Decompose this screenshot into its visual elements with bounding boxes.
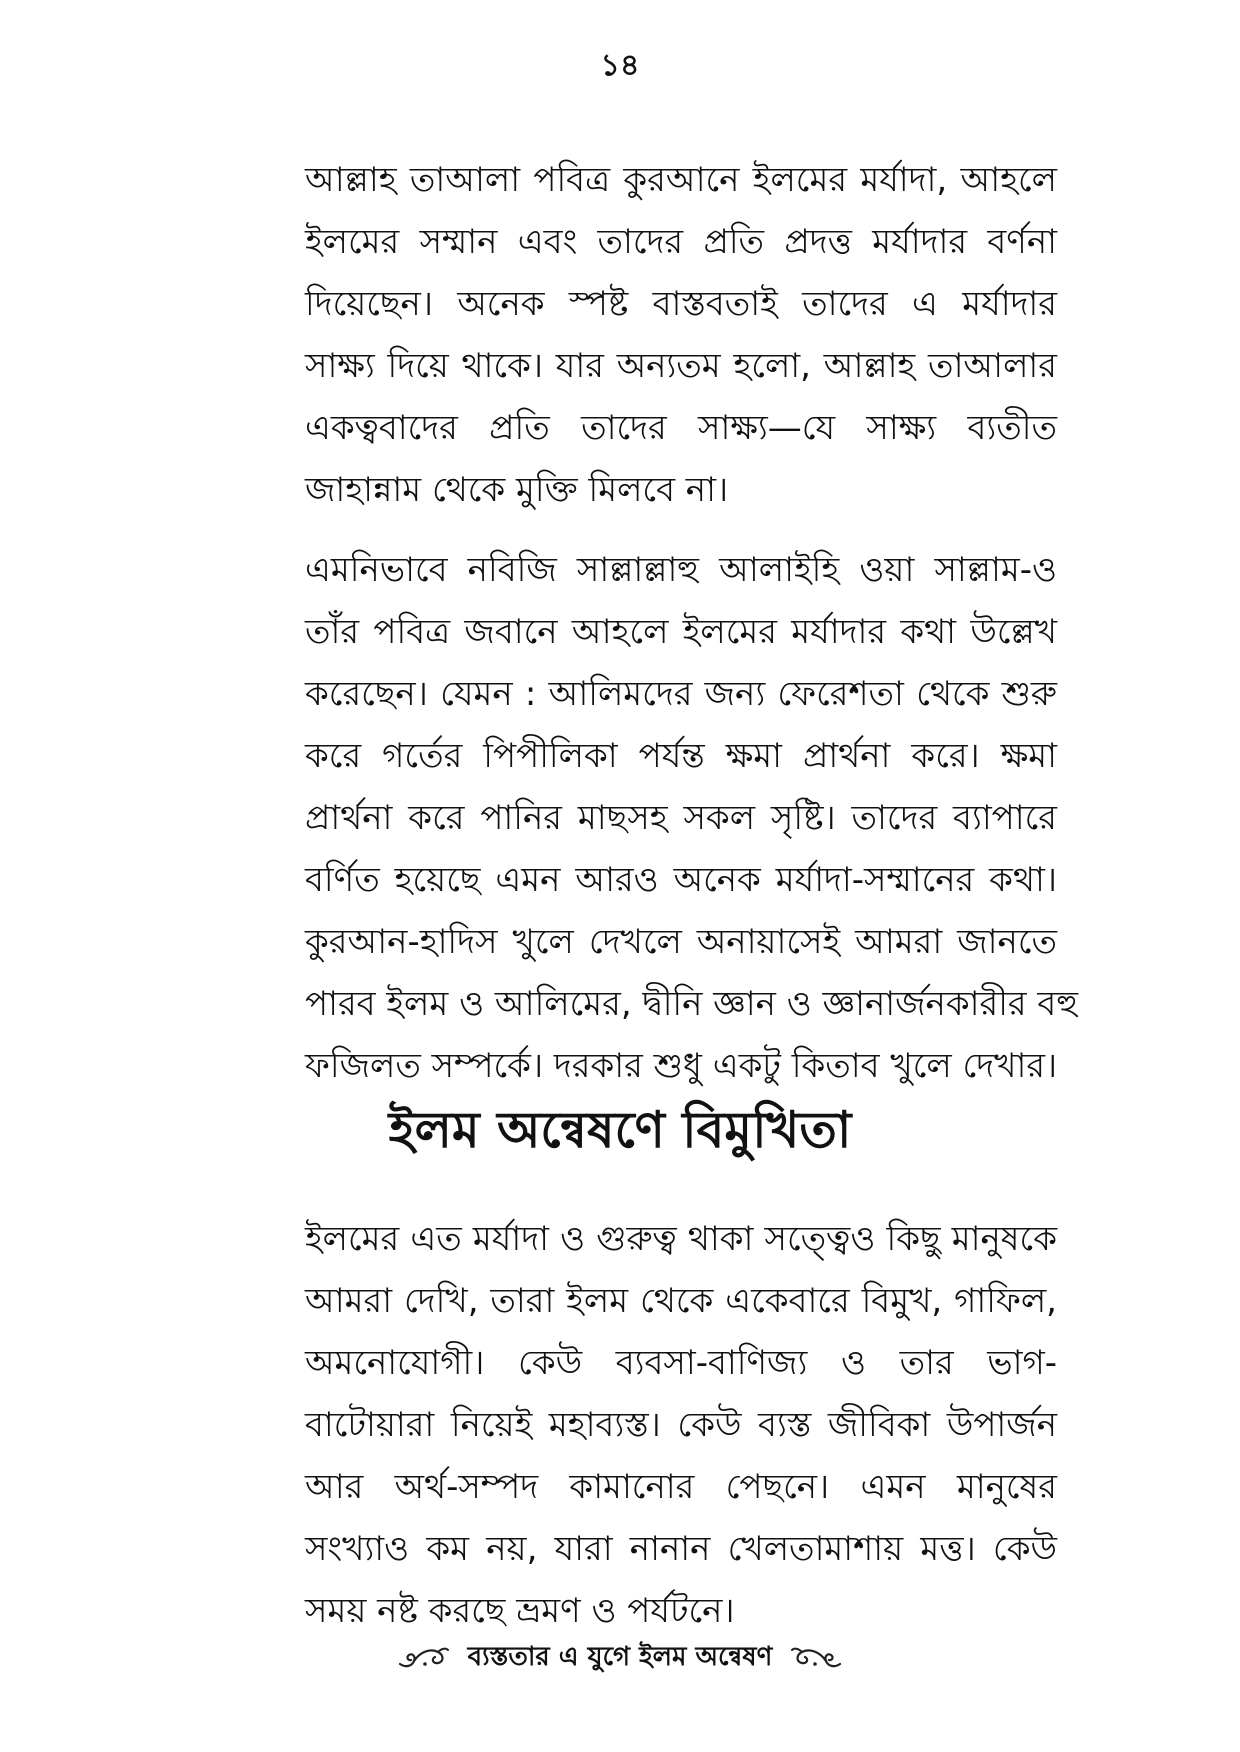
paragraph-line: অমনোযোগী। কেউ ব্যবসা-বাণিজ্য ও তার ভাগ- <box>305 1343 1057 1383</box>
floral-flourish-left-icon <box>398 1642 450 1672</box>
page-number: ১৪ <box>600 48 640 83</box>
paragraph-line: সংখ্যাও কম নয়, যারা নানান খেলতামাশায় মত্ত। কেউ <box>305 1529 1057 1569</box>
paragraph-line: আর অর্থ-সম্পদ কামানোর পেছনে। এমন মানুষের <box>305 1467 1057 1507</box>
paragraph-line: কুরআন-হাদিস খুলে দেখলে অনায়াসেই আমরা জানতে <box>305 922 1057 962</box>
paragraph-line: ইলমের এত মর্যাদা ও গুরুত্ব থাকা সত্ত্বেও কিছু মানুষকে <box>305 1219 1057 1259</box>
paragraph-line: প্রার্থনা করে পানির মাছসহ সকল সৃষ্টি। তাদের ব্যাপারে <box>305 798 1057 838</box>
paragraph-line: সাক্ষ্য দিয়ে থাকে। যার অন্যতম হলো, আল্লাহ তাআলার <box>305 346 1057 386</box>
paragraph-line: একত্ববাদের প্রতি তাদের সাক্ষ্য—যে সাক্ষ্য ব্যতীত <box>305 408 1057 448</box>
paragraph-line: ফজিলত সম্পর্কে। দরকার শুধু একটু কিতাব খুলে দেখার। <box>305 1046 1058 1086</box>
paragraph-line: বাটোয়ারা নিয়েই মহাব্যস্ত। কেউ ব্যস্ত জীবিকা উপার্জন <box>305 1405 1057 1445</box>
paragraph-line: এমনিভাবে নবিজি সাল্লাল্লাহু আলাইহি ওয়া সাল্লাম-ও <box>305 550 1057 590</box>
paragraph-line: সময় নষ্ট করছে ভ্রমণ ও পর্যটনে। <box>305 1591 735 1631</box>
paragraph-line: পারব ইলম ও আলিমের, দ্বীনি জ্ঞান ও জ্ঞানার্জনকারীর বহু <box>305 984 1079 1024</box>
paragraph-line: করে গর্তের পিপীলিকা পর্যন্ত ক্ষমা প্রার্থনা করে। ক্ষমা <box>305 736 1057 776</box>
section-heading: ইলম অন্বেষণে বিমুখিতা <box>388 1101 852 1159</box>
paragraph-line: জাহান্নাম থেকে মুক্তি মিলবে না। <box>305 470 729 510</box>
floral-flourish-right-icon <box>790 1642 842 1672</box>
paragraph-line: বর্ণিত হয়েছে এমন আরও অনেক মর্যাদা-সম্মানের কথা। <box>305 860 1057 900</box>
paragraph-3 <box>305 1208 1057 1642</box>
paragraph-line: আমরা দেখি, তারা ইলম থেকে একেবারে বিমুখ, গাফিল, <box>305 1281 1057 1321</box>
paragraph-line: ইলমের সম্মান এবং তাদের প্রতি প্রদত্ত মর্যাদার বর্ণনা <box>305 222 1057 262</box>
paragraph-line: তাঁর পবিত্র জবানে আহলে ইলমের মর্যাদার কথা উল্লেখ <box>305 612 1057 652</box>
running-footer <box>0 1632 1240 1682</box>
paragraph-line: করেছেন। যেমন : আলিমদের জন্য ফেরেশতা থেকে শুরু <box>305 674 1057 714</box>
paragraph-line: দিয়েছেন। অনেক স্পষ্ট বাস্তবতাই তাদের এ মর্যাদার <box>305 284 1057 324</box>
book-title: ব্যস্ততার এ যুগে ইলম অন্বেষণ <box>467 1642 773 1672</box>
paragraph-1 <box>305 149 1057 521</box>
paragraph-2 <box>305 539 1079 1097</box>
paragraph-line: আল্লাহ তাআলা পবিত্র কুরআনে ইলমের মর্যাদা, আহলে <box>305 160 1057 200</box>
